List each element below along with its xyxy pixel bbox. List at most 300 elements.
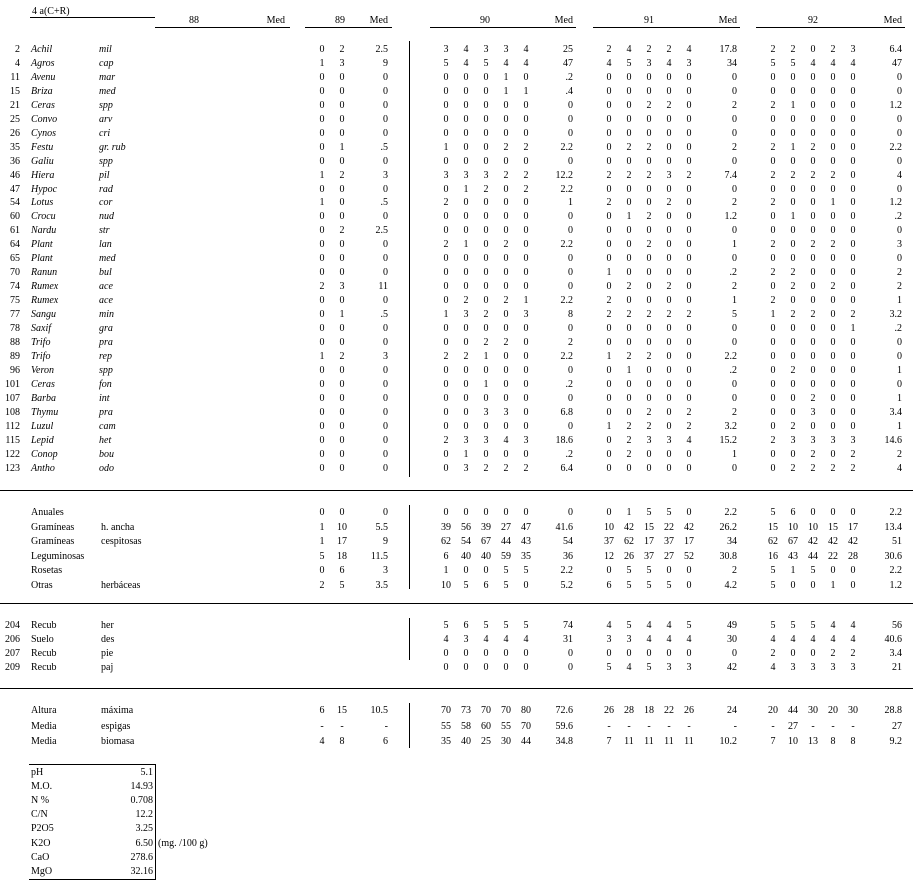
species-epithet: cor [99, 197, 113, 208]
separator-heights [409, 703, 410, 748]
group-label: Leguminosas [31, 551, 85, 562]
value-cell: 4 [523, 44, 529, 55]
value-cell: 5 [483, 58, 489, 69]
value-cell: 0 [646, 393, 652, 404]
value-cell: 43 [521, 536, 531, 547]
value-cell: 2 [626, 449, 632, 460]
value-cell: 0 [606, 648, 612, 659]
value-cell: 0 [463, 100, 469, 111]
value-cell: 0 [503, 323, 509, 334]
median-cell: 0 [897, 184, 902, 195]
value-cell: 0 [339, 211, 345, 222]
value-cell: 0 [606, 379, 612, 390]
value-cell: 0 [686, 507, 692, 518]
value-cell: 0 [830, 407, 836, 418]
value-cell: 0 [443, 72, 449, 83]
value-cell: 0 [319, 225, 325, 236]
value-cell: 30 [848, 705, 858, 716]
value-cell: 0 [523, 100, 529, 111]
value-cell: 22 [828, 551, 838, 562]
value-cell: 0 [523, 351, 529, 362]
value-cell: 0 [483, 295, 489, 306]
median-cell: 6 [383, 736, 388, 747]
species-genus: Briza [31, 86, 53, 97]
value-cell: 0 [339, 323, 345, 334]
median-cell: 9 [383, 536, 388, 547]
value-cell: 5 [666, 580, 672, 591]
value-cell: 12 [604, 551, 614, 562]
value-cell: 0 [850, 267, 856, 278]
median-cell: 14.6 [884, 435, 902, 446]
value-cell: 0 [606, 365, 612, 376]
value-cell: 0 [810, 295, 816, 306]
median-cell: 1 [568, 197, 573, 208]
median-cell: 30.8 [719, 551, 737, 562]
value-cell: 0 [443, 407, 449, 418]
value-cell: 0 [443, 156, 449, 167]
value-cell: 1 [830, 197, 836, 208]
value-cell: 0 [319, 365, 325, 376]
species-epithet: gra [99, 323, 113, 334]
group-label: Otras [31, 580, 53, 591]
value-cell: 0 [503, 197, 509, 208]
value-cell: 0 [666, 114, 672, 125]
value-cell: 2 [790, 463, 796, 474]
species-epithet: gr. rub [99, 142, 126, 153]
species-number: 64 [10, 239, 20, 250]
median-cell: 0 [732, 253, 737, 264]
value-cell: 4 [463, 44, 469, 55]
value-cell: 39 [481, 522, 491, 533]
value-cell: - [320, 721, 324, 732]
value-cell: 56 [461, 522, 471, 533]
value-cell: 0 [483, 86, 489, 97]
value-cell: 2 [626, 142, 632, 153]
value-cell: 0 [810, 281, 816, 292]
median-cell: 0 [383, 435, 388, 446]
value-cell: 0 [523, 421, 529, 432]
value-cell: 0 [850, 337, 856, 348]
value-cell: 3 [503, 44, 509, 55]
value-cell: 2 [606, 309, 612, 320]
header-rule-91 [593, 27, 740, 28]
value-cell: 10 [788, 522, 798, 533]
value-cell: 0 [443, 100, 449, 111]
median-cell: - [733, 721, 737, 732]
value-cell: 0 [770, 407, 776, 418]
value-cell: 0 [686, 648, 692, 659]
value-cell: 1 [523, 295, 529, 306]
value-cell: 43 [788, 551, 798, 562]
value-cell: 2 [770, 170, 776, 181]
median-cell: 5 [732, 309, 737, 320]
value-cell: 59 [501, 551, 511, 562]
year-header-89: 89 [335, 15, 345, 26]
median-cell: 0 [383, 184, 388, 195]
value-cell: 0 [830, 379, 836, 390]
species-epithet: spp [99, 365, 113, 376]
species-epithet: cap [99, 58, 114, 69]
median-cell: 2.5 [375, 44, 388, 55]
median-cell: .2 [894, 323, 902, 334]
species-genus: Lepid [31, 435, 54, 446]
value-cell: 0 [523, 267, 529, 278]
value-cell: 0 [666, 379, 672, 390]
value-cell: 4 [686, 634, 692, 645]
species-epithet: ace [99, 295, 113, 306]
value-cell: 0 [790, 351, 796, 362]
value-cell: 0 [483, 239, 489, 250]
value-cell: 1 [523, 86, 529, 97]
value-cell: 3 [810, 662, 816, 673]
value-cell: 17 [848, 522, 858, 533]
value-cell: 0 [666, 142, 672, 153]
value-cell: 0 [850, 156, 856, 167]
median-cell: 3 [897, 239, 902, 250]
value-cell: 0 [523, 648, 529, 659]
value-cell: 2 [830, 281, 836, 292]
median-cell: 0 [568, 128, 573, 139]
median-cell: 4.2 [724, 580, 737, 591]
value-cell: 0 [626, 72, 632, 83]
value-cell: 0 [523, 197, 529, 208]
value-cell: 30 [501, 736, 511, 747]
species-number: 21 [10, 100, 20, 111]
value-cell: 0 [810, 580, 816, 591]
value-cell: 0 [443, 323, 449, 334]
median-cell: 0 [383, 239, 388, 250]
value-cell: 0 [523, 507, 529, 518]
value-cell: 0 [523, 449, 529, 460]
group-sublabel: h. ancha [101, 522, 135, 533]
species-number: 108 [5, 407, 20, 418]
value-cell: 0 [830, 86, 836, 97]
value-cell: 0 [339, 463, 345, 474]
species-epithet: rad [99, 184, 113, 195]
value-cell: 4 [666, 58, 672, 69]
value-cell: 2 [626, 435, 632, 446]
value-cell: 0 [686, 337, 692, 348]
value-cell: 0 [666, 128, 672, 139]
value-cell: 42 [624, 522, 634, 533]
value-cell: 0 [443, 114, 449, 125]
median-cell: 74 [563, 620, 573, 631]
median-cell: 0 [568, 507, 573, 518]
value-cell: 70 [481, 705, 491, 716]
value-cell: 3 [646, 58, 652, 69]
median-cell: 0 [383, 323, 388, 334]
value-cell: 0 [810, 72, 816, 83]
median-cell: 2.2 [889, 565, 902, 576]
value-cell: 0 [686, 295, 692, 306]
value-cell: 0 [523, 379, 529, 390]
median-cell: 72.6 [555, 705, 573, 716]
value-cell: 0 [483, 421, 489, 432]
value-cell: 0 [523, 393, 529, 404]
median-cell: 1 [897, 295, 902, 306]
value-cell: - [667, 721, 671, 732]
median-cell: 0 [732, 379, 737, 390]
separator-cover [409, 618, 410, 660]
value-cell: 2 [790, 267, 796, 278]
value-cell: 0 [463, 267, 469, 278]
median-cell: 0 [897, 128, 902, 139]
species-genus: Hypoc [31, 184, 58, 195]
value-cell: 8 [830, 736, 836, 747]
value-cell: 0 [686, 100, 692, 111]
value-cell: 0 [686, 225, 692, 236]
value-cell: 1 [790, 565, 796, 576]
value-cell: 1 [319, 170, 325, 181]
median-cell: 59.6 [555, 721, 573, 732]
species-genus: Plant [31, 253, 53, 264]
value-cell: 2 [606, 197, 612, 208]
species-epithet: min [99, 309, 114, 320]
value-cell: 2 [830, 239, 836, 250]
value-cell: 1 [319, 197, 325, 208]
value-cell: 4 [850, 58, 856, 69]
value-cell: 0 [339, 379, 345, 390]
value-cell: 0 [626, 86, 632, 97]
soil-value: 0.708 [130, 795, 153, 806]
value-cell: 0 [686, 281, 692, 292]
value-cell: 2 [770, 142, 776, 153]
value-cell: 0 [646, 449, 652, 460]
year-header-88: 88 [189, 15, 199, 26]
value-cell: 47 [521, 522, 531, 533]
value-cell: 2 [850, 449, 856, 460]
value-cell: 0 [830, 323, 836, 334]
value-cell: 0 [646, 128, 652, 139]
median-cell: 1.2 [889, 197, 902, 208]
median-cell: 0 [732, 128, 737, 139]
median-cell: 0 [568, 365, 573, 376]
species-number: 77 [10, 309, 20, 320]
median-header: Med [718, 15, 737, 26]
year-header-91: 91 [644, 15, 654, 26]
value-cell: 3 [626, 634, 632, 645]
value-cell: 0 [319, 114, 325, 125]
value-cell: 0 [319, 323, 325, 334]
value-cell: 0 [770, 128, 776, 139]
value-cell: 0 [606, 211, 612, 222]
value-cell: 0 [646, 156, 652, 167]
value-cell: 0 [770, 114, 776, 125]
value-cell: 11 [684, 736, 694, 747]
value-cell: 2 [503, 170, 509, 181]
value-cell: 0 [319, 449, 325, 460]
median-cell: 34.8 [555, 736, 573, 747]
value-cell: 3 [443, 44, 449, 55]
value-cell: 2 [319, 580, 325, 591]
species-number: 115 [5, 435, 20, 446]
median-cell: 30.6 [884, 551, 902, 562]
cover-label: Recub [31, 648, 57, 659]
value-cell: 2 [830, 44, 836, 55]
median-cell: 5.2 [560, 580, 573, 591]
value-cell: 58 [461, 721, 471, 732]
value-cell: 3 [483, 435, 489, 446]
value-cell: 52 [684, 551, 694, 562]
median-cell: 3.4 [889, 648, 902, 659]
median-cell: .2 [729, 267, 737, 278]
value-cell: 4 [686, 435, 692, 446]
species-genus: Lotus [31, 197, 54, 208]
soil-parameter: MgO [31, 866, 53, 877]
section-rule [0, 490, 913, 491]
value-cell: 0 [503, 507, 509, 518]
height-sublabel: espigas [101, 721, 131, 732]
soil-value: 14.93 [130, 781, 153, 792]
median-cell: 0 [568, 323, 573, 334]
soil-parameter: K2O [31, 838, 51, 849]
value-cell: 0 [626, 114, 632, 125]
median-cell: 34 [727, 536, 737, 547]
value-cell: 0 [686, 267, 692, 278]
value-cell: 11 [624, 736, 634, 747]
species-genus: Hiera [31, 170, 55, 181]
median-cell: .2 [894, 211, 902, 222]
value-cell: 0 [830, 421, 836, 432]
value-cell: 55 [501, 721, 511, 732]
value-cell: 0 [790, 184, 796, 195]
value-cell: 0 [626, 197, 632, 208]
value-cell: 0 [606, 337, 612, 348]
value-cell: 0 [686, 156, 692, 167]
median-cell: 2.2 [560, 565, 573, 576]
species-epithet: het [99, 435, 112, 446]
value-cell: 0 [443, 281, 449, 292]
median-cell: 0 [383, 365, 388, 376]
value-cell: 2 [463, 351, 469, 362]
value-cell: 1 [319, 58, 325, 69]
species-epithet: bul [99, 267, 112, 278]
value-cell: 0 [319, 239, 325, 250]
value-cell: 0 [339, 407, 345, 418]
value-cell: 2 [850, 648, 856, 659]
value-cell: 2 [770, 100, 776, 111]
species-number: 25 [10, 114, 20, 125]
value-cell: 0 [523, 128, 529, 139]
value-cell: 2 [850, 463, 856, 474]
value-cell: 17 [644, 536, 654, 547]
value-cell: 26 [684, 705, 694, 716]
median-cell: 1 [732, 295, 737, 306]
value-cell: 0 [850, 86, 856, 97]
value-cell: 0 [790, 648, 796, 659]
median-cell: .5 [380, 309, 388, 320]
species-genus: Conop [31, 449, 58, 460]
soil-parameter: CaO [31, 852, 50, 863]
species-genus: Crocu [31, 211, 56, 222]
value-cell: 2 [606, 170, 612, 181]
value-cell: 44 [501, 536, 511, 547]
soil-parameter: P2O5 [31, 823, 54, 834]
value-cell: 5 [483, 620, 489, 631]
species-genus: Luzul [31, 421, 54, 432]
value-cell: 0 [626, 225, 632, 236]
value-cell: 18 [644, 705, 654, 716]
value-cell: 0 [686, 580, 692, 591]
value-cell: 2 [523, 184, 529, 195]
median-cell: 0 [897, 86, 902, 97]
median-cell: 0 [897, 379, 902, 390]
species-genus: Antho [31, 463, 55, 474]
value-cell: 5 [646, 662, 652, 673]
cover-label: Recub [31, 620, 57, 631]
species-epithet: pra [99, 337, 113, 348]
species-epithet: lan [99, 239, 112, 250]
group-label: Gramíneas [31, 536, 75, 547]
value-cell: 0 [770, 72, 776, 83]
median-cell: 26.2 [719, 522, 737, 533]
value-cell: 0 [850, 225, 856, 236]
median-cell: 0 [383, 337, 388, 348]
value-cell: 42 [684, 522, 694, 533]
value-cell: 0 [523, 253, 529, 264]
cover-number: 209 [5, 662, 20, 673]
value-cell: 0 [483, 323, 489, 334]
value-cell: 0 [443, 365, 449, 376]
value-cell: 0 [319, 142, 325, 153]
value-cell: 1 [830, 580, 836, 591]
value-cell: 10 [604, 522, 614, 533]
value-cell: 0 [606, 225, 612, 236]
value-cell: 0 [770, 393, 776, 404]
value-cell: 0 [810, 114, 816, 125]
value-cell: 6 [790, 507, 796, 518]
median-cell: 13.4 [884, 522, 902, 533]
species-genus: Avenu [31, 72, 56, 83]
value-cell: 0 [443, 463, 449, 474]
soil-value: 12.2 [135, 809, 153, 820]
species-epithet: odo [99, 463, 114, 474]
value-cell: 0 [463, 323, 469, 334]
median-cell: 18.6 [555, 435, 573, 446]
value-cell: 0 [830, 365, 836, 376]
value-cell: 0 [830, 225, 836, 236]
value-cell: 0 [319, 407, 325, 418]
value-cell: 0 [810, 211, 816, 222]
value-cell: 0 [483, 253, 489, 264]
value-cell: 1 [463, 184, 469, 195]
value-cell: 5 [770, 565, 776, 576]
value-cell: 1 [790, 211, 796, 222]
value-cell: 28 [848, 551, 858, 562]
value-cell: 0 [850, 565, 856, 576]
median-cell: .2 [729, 365, 737, 376]
value-cell: 3 [646, 435, 652, 446]
median-cell: 0 [383, 421, 388, 432]
value-cell: - [340, 721, 344, 732]
value-cell: 2 [319, 281, 325, 292]
value-cell: 6 [606, 580, 612, 591]
value-cell: 8 [339, 736, 345, 747]
value-cell: 2 [483, 337, 489, 348]
value-cell: 0 [850, 211, 856, 222]
value-cell: 0 [443, 211, 449, 222]
value-cell: 1 [483, 379, 489, 390]
soil-value: 32.16 [130, 866, 153, 877]
median-cell: .4 [565, 86, 573, 97]
species-epithet: pra [99, 407, 113, 418]
value-cell: 0 [830, 184, 836, 195]
value-cell: 0 [686, 72, 692, 83]
value-cell: - [831, 721, 835, 732]
value-cell: 0 [503, 421, 509, 432]
value-cell: 3 [850, 435, 856, 446]
median-cell: 0 [732, 86, 737, 97]
